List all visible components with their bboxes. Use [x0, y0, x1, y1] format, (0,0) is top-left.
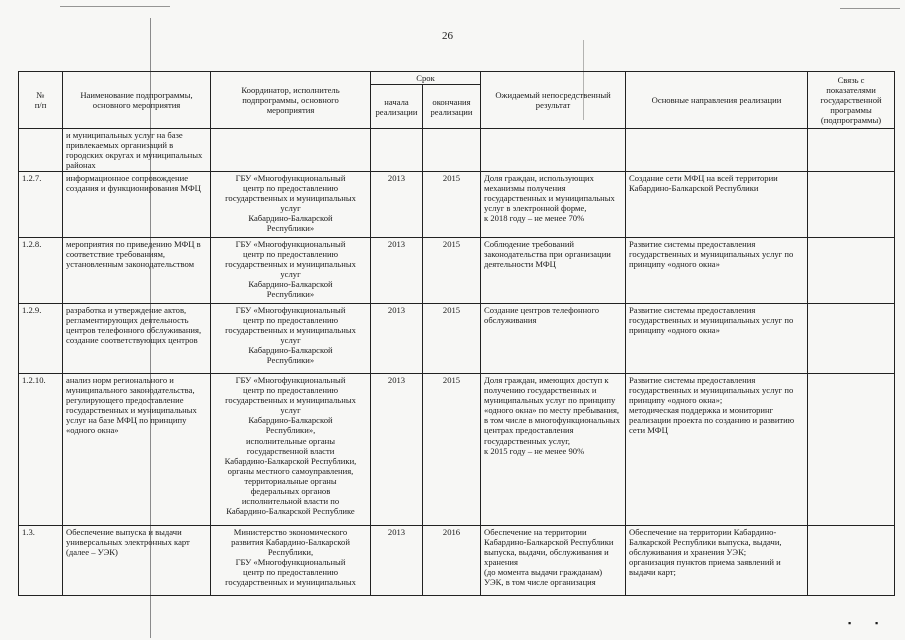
row-name: разработка и утверждение актов, регламентирующих деятельность центров телефонного обслуживания, создание соответствующих центров [63, 304, 211, 374]
table-row [19, 374, 895, 526]
program-table [18, 71, 895, 596]
row-direction: Развитие системы предоставления государственных и муниципальных услуг по принципу «одного окна»; методическая поддержка и мониторинг реализации проекта по созданию и развитию сети МФЦ [626, 374, 808, 526]
scan-mark: ▪ [875, 618, 879, 628]
row-link [808, 238, 895, 304]
row-link [808, 526, 895, 596]
row-result: Соблюдение требований законодательства при организации деятельности МФЦ [481, 238, 626, 304]
row-coordinator: Министерство экономического развития Кабардино-Балкарской Республики, ГБУ «Многофункциональный центр по предоставлению государственных и муниципальных [211, 526, 371, 596]
row-name: Обеспечение выпуска и выдачи универсальных электронных карт (далее – УЭК) [63, 526, 211, 596]
row-coordinator: ГБУ «Многофункциональный центр по предоставлению государственных и муниципальных услуг Кабардино-Балкарской Республики» [211, 238, 371, 304]
row-coordinator: ГБУ «Многофункциональный центр по предоставлению государственных и муниципальных услуг Кабардино-Балкарской Республики» [211, 304, 371, 374]
row-start: 2013 [371, 526, 423, 596]
row-direction: Создание сети МФЦ на всей территории Кабардино-Балкарской Республики [626, 172, 808, 238]
scan-artifact-line [840, 8, 900, 9]
row-result [481, 129, 626, 172]
header-start: начала реализации [371, 85, 423, 129]
row-number: 1.3. [19, 526, 63, 596]
row-link [808, 129, 895, 172]
header-num: № п/п [19, 72, 63, 129]
table-row [19, 238, 895, 304]
row-start: 2013 [371, 238, 423, 304]
row-link [808, 304, 895, 374]
row-number [19, 129, 63, 172]
row-name: анализ норм регионального и муниципального законодательства, регулирующего предоставление государственных и муниципальных услуг на базе МФЦ по принципу «одного окна» [63, 374, 211, 526]
row-direction: Развитие системы предоставления государственных и муниципальных услуг по принципу «одного окна» [626, 304, 808, 374]
row-end: 2015 [423, 304, 481, 374]
row-end: 2015 [423, 172, 481, 238]
header-term: Срок [371, 72, 481, 85]
table-row [19, 129, 895, 172]
header-result: Ожидаемый непосредственный результат [481, 72, 626, 129]
row-result: Доля граждан, использующих механизмы получения государственных и муниципальных услуг в электронной форме, к 2018 году – не менее 70% [481, 172, 626, 238]
row-end: 2015 [423, 374, 481, 526]
table-row [19, 172, 895, 238]
row-start [371, 129, 423, 172]
row-end [423, 129, 481, 172]
header-coordinator: Координатор, исполнитель подпрограммы, основного мероприятия [211, 72, 371, 129]
table-row [19, 304, 895, 374]
row-start: 2013 [371, 374, 423, 526]
row-result: Обеспечение на территории Кабардино-Балкарской Республики выпуска, выдачи, обслуживания и хранения (до момента выдачи гражданам) УЭК, в том числе организация [481, 526, 626, 596]
row-name: информационное сопровождение создания и функционирования МФЦ [63, 172, 211, 238]
row-result: Создание центров телефонного обслуживания [481, 304, 626, 374]
header-name: Наименование подпрограммы, основного мероприятия [63, 72, 211, 129]
row-number: 1.2.7. [19, 172, 63, 238]
row-link [808, 172, 895, 238]
page-number: 26 [442, 30, 453, 42]
row-number: 1.2.10. [19, 374, 63, 526]
row-name: и муниципальных услуг на базе привлекаемых организаций в городских округах и муниципальных районах [63, 129, 211, 172]
scan-mark: ▪ [848, 618, 852, 628]
header-end: окончания реализации [423, 85, 481, 129]
row-result: Доля граждан, имеющих доступ к получению государственных и муниципальных услуг по принципу «одного окна» по месту пребывания, в том числе в многофункциональных центрах предоставления государственных услуг, к 2015 году – не менее 90% [481, 374, 626, 526]
row-coordinator [211, 129, 371, 172]
header-direction: Основные направления реализации [626, 72, 808, 129]
row-number: 1.2.8. [19, 238, 63, 304]
header-link: Связь с показателями государственной программы (подпрограммы) [808, 72, 895, 129]
scan-artifact-line [60, 6, 170, 7]
row-direction [626, 129, 808, 172]
row-end: 2016 [423, 526, 481, 596]
row-end: 2015 [423, 238, 481, 304]
row-direction: Обеспечение на территории Кабардино-Балкарской Республики выпуска, выдачи, обслуживания и хранения УЭК; организация пунктов приема заявлений и выдачи карт; [626, 526, 808, 596]
row-coordinator: ГБУ «Многофункциональный центр по предоставлению государственных и муниципальных услуг Кабардино-Балкарской Республики» [211, 172, 371, 238]
row-link [808, 374, 895, 526]
row-coordinator: ГБУ «Многофункциональный центр по предоставлению государственных и муниципальных услуг Кабардино-Балкарской Республики», исполнительные органы государственной власти Кабардино-Балкарской Республики, органы местного самоуправления, территориальные органы федеральных органов исполнительной власти по Кабардино-Балкарской Республике [211, 374, 371, 526]
row-direction: Развитие системы предоставления государственных и муниципальных услуг по принципу «одного окна» [626, 238, 808, 304]
row-start: 2013 [371, 304, 423, 374]
row-number: 1.2.9. [19, 304, 63, 374]
row-start: 2013 [371, 172, 423, 238]
row-name: мероприятия по приведению МФЦ в соответствие требованиям, установленным законодательством [63, 238, 211, 304]
table-row [19, 526, 895, 596]
